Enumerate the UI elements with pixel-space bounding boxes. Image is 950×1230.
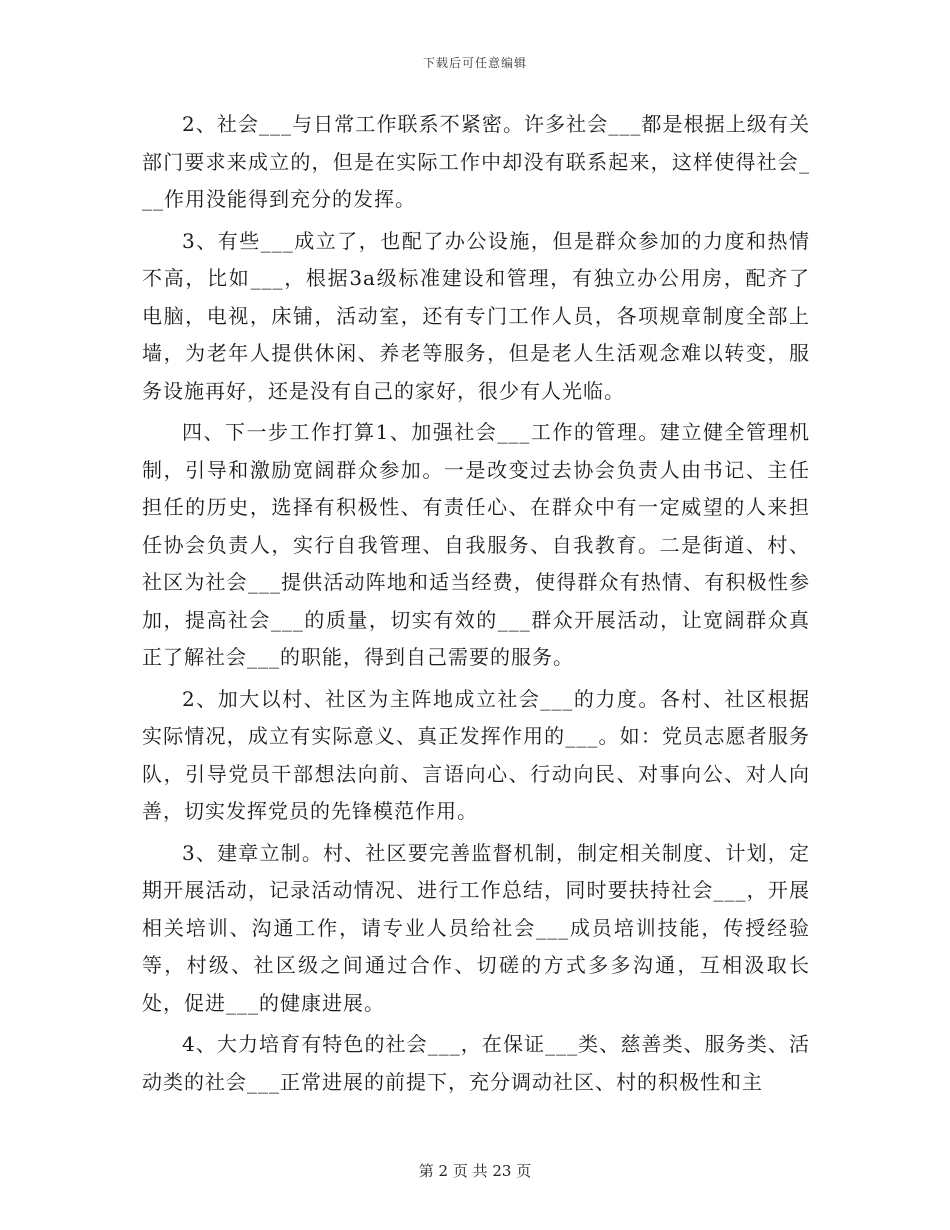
paragraph-3: 四、下一步工作打算1、加强社会___工作的管理。建立健全管理机制，引导和激励宽阔群众参加。一是改变过去协会负责人由书记、主任担任的历史，选择有积极性、有责任心、在群众中有一定威望的人来担任协会负责人，实行自我管理、自我服务、自我教育。二是街道、村、社区为社会___提供活动阵地和适当经费，使得群众有热情、有积极性参加，提高社会___的质量，切实有效的___群众开展活动，让宽阔群众真正了解社会___的职能，得到自己需要的服务。 [142, 420, 810, 669]
page-header: 下载后可任意编辑 [422, 56, 527, 70]
page-number-footer: 第 2 页 共 23 页 [418, 1162, 532, 1180]
paragraph-4: 2、加大以村、社区为主阵地成立社会___的力度。各村、社区根据实际情况，成立有实际意义、真正发挥作用的___。如：党员志愿者服务队，引导党员干部想法向前、言语向心、行动向民、对事向公、对人向善，切实发挥党员的先锋模范作用。 [142, 686, 810, 823]
document-body [142, 106, 810, 1105]
paragraph-6: 4、大力培育有特色的社会___，在保证___类、慈善类、服务类、活动类的社会___正常进展的前提下，充分调动社区、村的积极性和主 [142, 1032, 810, 1094]
paragraph-1: 2、社会___与日常工作联系不紧密。许多社会___都是根据上级有关部门要求来成立的，但是在实际工作中却没有联系起来，这样使得社会___作用没能得到充分的发挥。 [142, 112, 810, 211]
paragraph-2: 3、有些___成立了，也配了办公设施，但是群众参加的力度和热情不高，比如___，根据3a级标准建设和管理，有独立办公用房，配齐了电脑，电视，床铺，活动室，还有专门工作人员，各项规章制度全部上墙，为老年人提供休闲、养老等服务，但是老人生活观念难以转变，服务设施再好，还是没有自己的家好，很少有人光临。 [142, 228, 810, 403]
paragraph-5: 3、建章立制。村、社区要完善监督机制，制定相关制度、计划，定期开展活动，记录活动情况、进行工作总结，同时要扶持社会___，开展相关培训、沟通工作，请专业人员给社会___成员培训技能，传授经验等，村级、社区级之间通过合作、切磋的方式多多沟通，互相汲取长处，促进___的健康进展。 [142, 840, 810, 1015]
